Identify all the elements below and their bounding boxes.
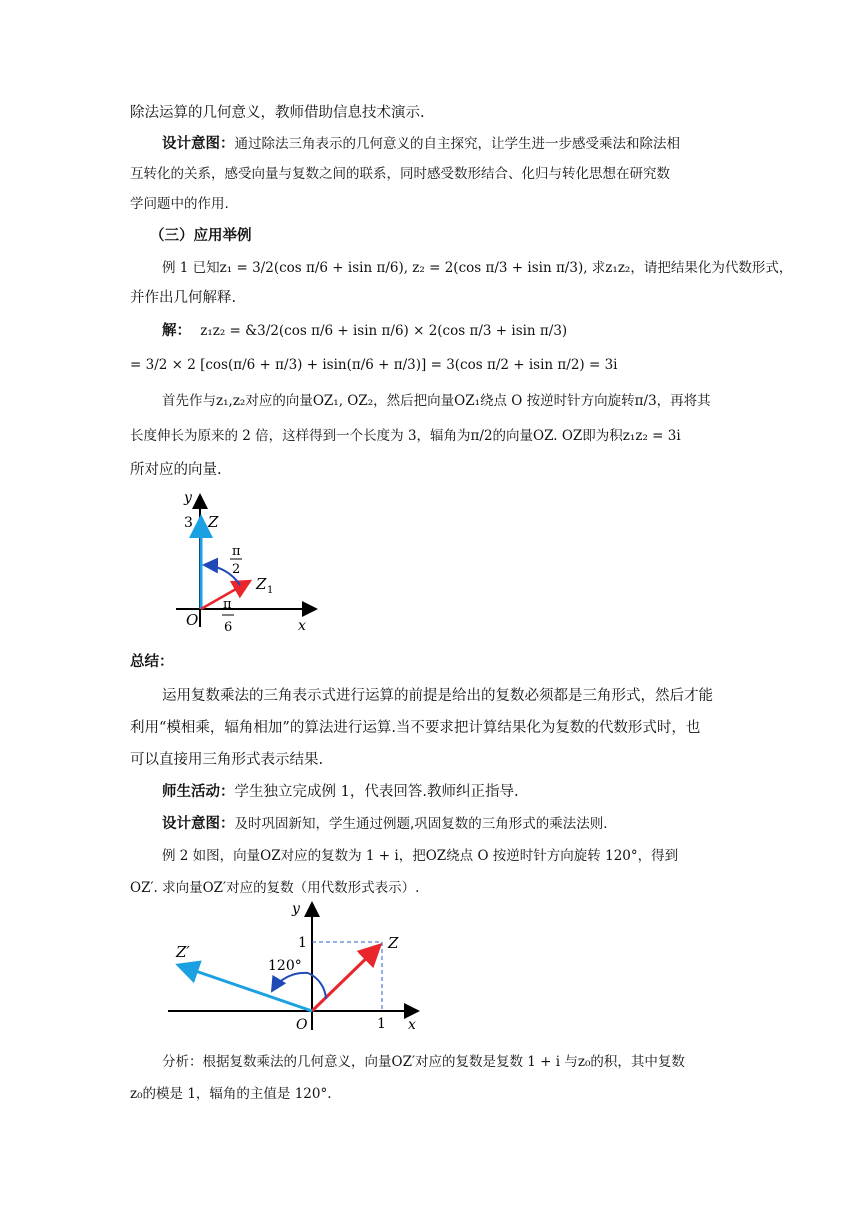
example-2-statement: 例 2 如图，向量OZ对应的复数为 1 + i，把OZ绕点 O 按逆时针方向旋转 120°，得到 bbox=[162, 848, 679, 864]
activity-heading: 师生活动： bbox=[162, 784, 235, 800]
x-axis-label: x bbox=[408, 1017, 416, 1033]
solution-heading: 解： bbox=[162, 323, 191, 339]
design-intent-heading: 设计意图： bbox=[162, 136, 235, 152]
design-intent-2-heading: 设计意图： bbox=[162, 816, 235, 832]
vector-oz bbox=[312, 945, 380, 1011]
activity-line bbox=[162, 782, 762, 802]
rotation-arc bbox=[308, 973, 326, 999]
text-line: 互转化的关系，感受向量与复数之间的联系，同时感受数形结合、化归与转化思想在研究数 bbox=[130, 166, 670, 182]
text-line: 并作出几何解释. bbox=[130, 290, 237, 306]
tick-label-y-1: 1 bbox=[298, 935, 307, 951]
angle-pi-over-2-numerator: π bbox=[232, 544, 241, 559]
point-z-label: Z bbox=[388, 934, 399, 952]
design-intent-text: 通过除法三角表示的几何意义的自主探究，让学生进一步感受乘法和除法相 bbox=[234, 136, 680, 152]
text-line: 所对应的向量. bbox=[130, 462, 222, 478]
x-axis-label: x bbox=[298, 618, 306, 634]
text-line: 可以直接用三角形式表示结果. bbox=[130, 752, 324, 768]
text-line: OZ′. 求向量OZ′对应的复数（用代数形式表示）. bbox=[130, 880, 420, 896]
origin-label: O bbox=[296, 1017, 308, 1033]
tick-label-x-1: 1 bbox=[377, 1016, 386, 1032]
text-line: 运用复数乘法的三角表示式进行运算的前提是给出的复数必须都是三角形式，然后才能 bbox=[162, 688, 713, 704]
angle-120-label: 120° bbox=[268, 958, 302, 974]
y-axis-label: y bbox=[292, 901, 300, 917]
text-line: z₀的模是 1，辐角的主值是 120°. bbox=[130, 1086, 332, 1102]
solution-line-1 bbox=[162, 321, 762, 341]
point-z1-subscript: 1 bbox=[267, 585, 274, 596]
point-z-label: Z bbox=[208, 513, 219, 531]
solution-formula-1: z₁z₂ = &3/2(cos π/6 + isin π/6) × 2(cos π/3 + isin π/3) bbox=[200, 323, 568, 339]
angle-pi-over-6-denominator: 6 bbox=[224, 620, 233, 635]
design-intent-2-text: 及时巩固新知，学生通过例题,巩固复数的三角形式的乘法法则. bbox=[234, 816, 608, 832]
y-axis-label: y bbox=[184, 490, 192, 506]
example-1-statement: 例 1 已知z₁ = 3/2(cos π/6 + isin π/6), z₂ = 2(cos π/3 + isin π/3), 求z₁z₂，请把结果化为代数形式， bbox=[162, 260, 793, 276]
section-heading: （三）应用举例 bbox=[150, 228, 252, 244]
point-z-prime-label: Z′ bbox=[176, 943, 190, 961]
rotation-arc-head bbox=[272, 973, 308, 991]
text-line: 学问题中的作用. bbox=[130, 196, 229, 212]
origin-label: O bbox=[186, 611, 199, 629]
text-line: 分析：根据复数乘法的几何意义，向量OZ′对应的复数是复数 1 + i 与z₀的积，其中复数 bbox=[162, 1054, 685, 1070]
tick-label-3: 3 bbox=[184, 515, 193, 531]
figure-2-rotation-diagram bbox=[168, 895, 433, 1035]
design-intent-2-line bbox=[162, 814, 762, 834]
angle-pi-over-2-denominator: 2 bbox=[232, 562, 241, 577]
summary-heading: 总结： bbox=[130, 654, 174, 670]
point-z1-label: Z bbox=[256, 575, 267, 593]
angle-pi-over-6-numerator: π bbox=[223, 597, 232, 612]
text-line: 长度伸长为原来的 2 倍，这样得到一个长度为 3，辐角为π/2的向量OZ. OZ即为积z₁z₂ = 3i bbox=[130, 428, 681, 444]
solution-formula-2: = 3/2 × 2 [cos(π/6 + π/3) + isin(π/6 + π/3)] = 3(cos π/2 + isin π/2) = 3i bbox=[130, 357, 618, 373]
text-line: 利用“模相乘，辐角相加”的算法进行运算.当不要求把计算结果化为复数的代数形式时，也 bbox=[130, 720, 701, 736]
activity-text: 学生独立完成例 1，代表回答.教师纠正指导. bbox=[234, 784, 519, 800]
figure-1-rotation-diagram bbox=[168, 485, 328, 640]
text-line: 除法运算的几何意义，教师借助信息技术演示. bbox=[130, 105, 425, 121]
text-line: 首先作与z₁,z₂对应的向量OZ₁, OZ₂，然后把向量OZ₁绕点 O 按逆时针方向旋转π/3，再将其 bbox=[162, 393, 711, 409]
design-intent-line bbox=[162, 134, 762, 154]
